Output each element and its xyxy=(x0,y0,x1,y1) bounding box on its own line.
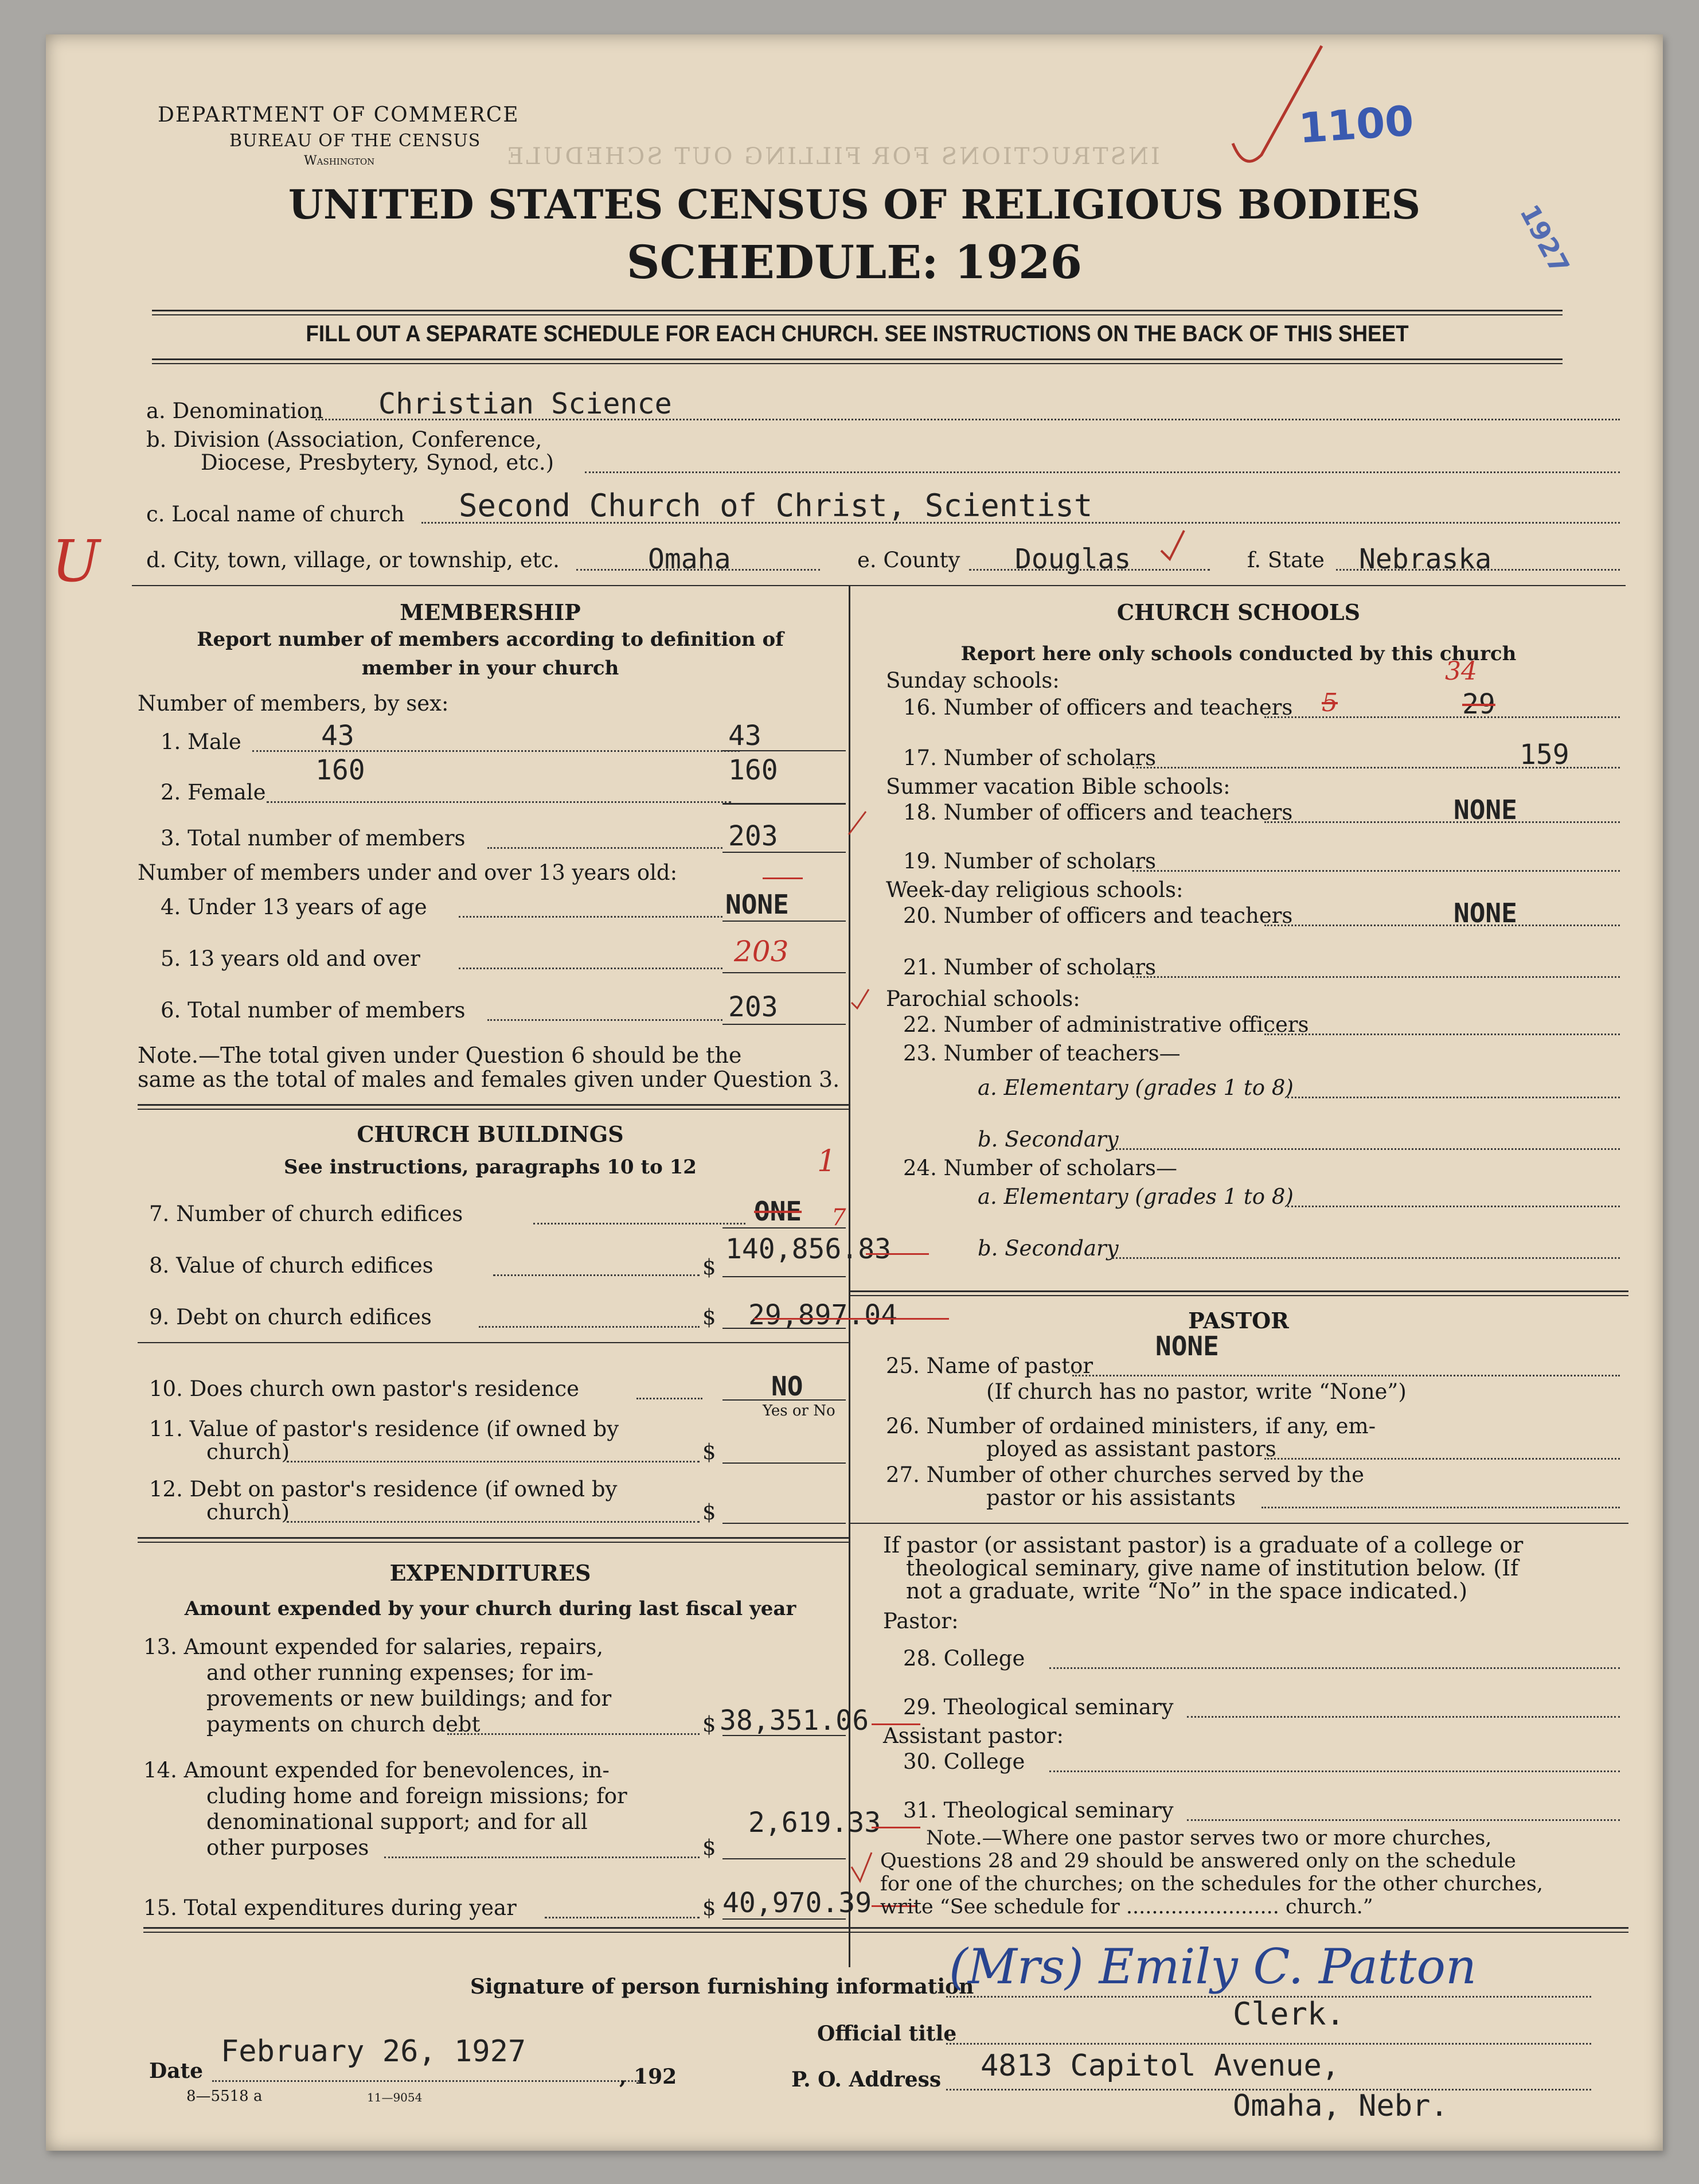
q14-label-line3: denominational support; and for all xyxy=(206,1809,588,1834)
q26-label-line2: ployed as assistant pastors xyxy=(986,1437,1276,1461)
receipt-stamp-year: 1927 xyxy=(1514,199,1576,279)
instructions-banner: FILL OUT A SEPARATE SCHEDULE FOR EACH CHURCH. SEE INSTRUCTIONS ON THE BACK OF THIS SHEET xyxy=(306,321,1409,346)
q14-label-line1: 14. Amount expended for benevolences, in- xyxy=(143,1758,610,1783)
q1-male-hand-entry: 43 xyxy=(321,720,354,752)
q13-field[interactable]: 38,351.06 xyxy=(720,1705,869,1737)
q19-label: 19. Number of scholars xyxy=(903,849,1157,873)
print-number: 11—9054 xyxy=(367,2091,423,2104)
date-label: Date xyxy=(149,2059,204,2083)
bleed-through-heading: INSTRUCTIONS FOR FILLING OUT SCHEDULE xyxy=(505,143,1160,170)
q10-field[interactable]: NO xyxy=(771,1371,803,1402)
q22-field[interactable] xyxy=(1267,1012,1617,1035)
graduate-note-2: theological seminary, give name of institution below. (If xyxy=(906,1555,1519,1581)
q24b-label: b. Secondary xyxy=(978,1236,1119,1261)
graduate-note-1: If pastor (or assistant pastor) is a graduate of a college or xyxy=(883,1532,1524,1558)
expenditures-heading: EXPENDITURES xyxy=(389,1560,591,1586)
q4-under13-label: 4. Under 13 years of age xyxy=(161,895,427,919)
q12-label-line2: church) xyxy=(206,1500,290,1524)
note-check-mark xyxy=(846,1847,874,1887)
pastor-note-2: Questions 28 and 29 should be answered only on the schedule xyxy=(880,1850,1516,1873)
q15-label: 15. Total expenditures during year xyxy=(143,1896,517,1920)
q13-label-line3: provements or new buildings; and for xyxy=(206,1686,612,1711)
pastor-note-1: Note.—Where one pastor serves two or more churches, xyxy=(926,1827,1492,1850)
official-title-label: Official title xyxy=(817,2022,957,2046)
q3-total-label: 3. Total number of members xyxy=(161,826,466,851)
q26-field[interactable] xyxy=(1267,1437,1617,1460)
department-name: DEPARTMENT OF COMMERCE xyxy=(158,103,520,127)
form-number: 8—5518 a xyxy=(186,2088,263,2105)
q12-label-line1: 12. Debt on pastor's residence (if owned by xyxy=(149,1477,618,1502)
graduate-note-3: not a graduate, write “No” in the space indicated.) xyxy=(906,1578,1468,1604)
q16-correction: 34 xyxy=(1445,657,1477,686)
state-label: f. State xyxy=(1247,548,1325,572)
state-field[interactable]: Nebraska xyxy=(1359,543,1492,575)
membership-intro-1: Report number of members according to definition of xyxy=(197,628,784,651)
q23a-label: a. Elementary (grades 1 to 8) xyxy=(978,1075,1294,1100)
division-field[interactable] xyxy=(585,453,1617,476)
q8-label: 8. Value of church edifices xyxy=(149,1253,433,1278)
city-field[interactable]: Omaha xyxy=(648,543,731,575)
q28-label: 28. College xyxy=(903,1646,1025,1671)
q3-check-mark xyxy=(846,809,869,840)
q18-label: 18. Number of officers and teachers xyxy=(903,800,1293,825)
q19-field[interactable] xyxy=(1135,849,1617,872)
sunday-schools-label: Sunday schools: xyxy=(886,668,1060,693)
q24b-field[interactable] xyxy=(1115,1236,1617,1259)
local-name-label: c. Local name of church xyxy=(146,502,405,526)
q25-hint: (If church has no pastor, write “None”) xyxy=(986,1379,1407,1404)
q1-male-label: 1. Male xyxy=(161,730,241,754)
q29-label: 29. Theological seminary xyxy=(903,1695,1174,1719)
q31-label: 31. Theological seminary xyxy=(903,1798,1174,1823)
q22-label: 22. Number of administrative officers xyxy=(903,1012,1309,1037)
q21-label: 21. Number of scholars xyxy=(903,955,1157,980)
local-name-field[interactable]: Second Church of Christ, Scientist xyxy=(459,487,1093,524)
q11-field[interactable] xyxy=(722,1440,846,1462)
schools-heading: CHURCH SCHOOLS xyxy=(1116,599,1361,625)
q16-field[interactable]: 29 xyxy=(1462,688,1495,720)
q21-field[interactable] xyxy=(1135,955,1617,978)
q14-field[interactable]: 2,619.33 xyxy=(748,1807,881,1839)
age-heading: Number of members under and over 13 years old: xyxy=(138,860,678,885)
q23b-field[interactable] xyxy=(1115,1127,1617,1150)
q1-male-field[interactable]: 43 xyxy=(728,720,761,752)
q7-correction: 1 xyxy=(817,1144,837,1179)
q31-field[interactable] xyxy=(1190,1798,1617,1821)
q24a-field[interactable] xyxy=(1290,1184,1617,1207)
expenditures-sub: Amount expended by your church during last fiscal year xyxy=(184,1597,796,1620)
q27-label-line2: pastor or his assistants xyxy=(986,1485,1236,1510)
q13-label-line4: payments on church debt xyxy=(206,1712,481,1737)
q7-label: 7. Number of church edifices xyxy=(149,1202,463,1226)
schedule-title: SCHEDULE: 1926 xyxy=(626,235,1083,289)
q30-label: 30. College xyxy=(903,1749,1025,1774)
q13-label-line1: 13. Amount expended for salaries, repairs, xyxy=(143,1635,604,1659)
q20-field[interactable]: NONE xyxy=(1454,898,1517,929)
pastor-note-3: for one of the churches; on the schedules for the other churches, xyxy=(880,1873,1543,1896)
q14-label-line2: cluding home and foreign missions; for xyxy=(206,1784,627,1808)
q18-field[interactable]: NONE xyxy=(1454,794,1517,825)
margin-mark: U xyxy=(52,528,100,595)
membership-heading: MEMBERSHIP xyxy=(400,599,581,625)
q29-field[interactable] xyxy=(1190,1695,1617,1718)
q15-dollar: $ xyxy=(702,1896,716,1920)
summer-schools-label: Summer vacation Bible schools: xyxy=(886,774,1231,799)
q25-label: 25. Name of pastor xyxy=(886,1354,1093,1378)
q12-dollar: $ xyxy=(702,1500,716,1524)
q5-over13-field[interactable]: 203 xyxy=(734,935,789,968)
q11-label-line1: 11. Value of pastor's residence (if owned by xyxy=(149,1417,619,1441)
form-title: UNITED STATES CENSUS OF RELIGIOUS BODIES xyxy=(288,181,1421,228)
q8-dollar: $ xyxy=(702,1255,716,1280)
buildings-sub: See instructions, paragraphs 10 to 12 xyxy=(284,1156,697,1179)
bureau-name: BUREAU OF THE CENSUS xyxy=(229,131,481,151)
po-address-label: P. O. Address xyxy=(791,2068,942,2092)
weekday-schools-label: Week-day religious schools: xyxy=(886,877,1184,902)
q2-female-label: 2. Female xyxy=(161,780,266,805)
city-label: d. City, town, village, or township, etc. xyxy=(146,548,560,572)
q11-dollar: $ xyxy=(702,1440,716,1464)
county-check-mark xyxy=(1158,528,1187,562)
q8-correction: 7 xyxy=(831,1204,846,1231)
pastor-note-4: write “See schedule for ........................ church.” xyxy=(880,1896,1373,1918)
q23-label: 23. Number of teachers— xyxy=(903,1041,1181,1066)
official-title-field[interactable]: Clerk. xyxy=(1233,1996,1345,2032)
county-field[interactable]: Douglas xyxy=(1015,543,1131,575)
q4-under13-field[interactable]: NONE xyxy=(725,889,789,920)
division-label-line1: b. Division (Association, Conference, xyxy=(146,427,542,452)
q6-check-mark xyxy=(849,986,872,1012)
membership-note-2: same as the total of males and females given under Question 3. xyxy=(138,1067,840,1092)
q23b-label: b. Secondary xyxy=(978,1127,1119,1152)
q26-label-line1: 26. Number of ordained ministers, if any, em- xyxy=(886,1414,1376,1438)
q17-field[interactable]: 159 xyxy=(1520,739,1569,771)
location-name: Washington xyxy=(304,154,375,168)
membership-intro-2: member in your church xyxy=(361,657,619,680)
pastor-sub-label: Pastor: xyxy=(883,1609,959,1633)
q9-label: 9. Debt on church edifices xyxy=(149,1305,432,1329)
q15-field[interactable]: 40,970.39 xyxy=(722,1887,872,1919)
q14-dollar: $ xyxy=(702,1835,716,1860)
census-schedule-sheet xyxy=(46,34,1663,2151)
q6-total-field[interactable]: 203 xyxy=(728,991,778,1023)
q13-label-line2: and other running expenses; for im- xyxy=(206,1660,594,1685)
denomination-field[interactable]: Christian Science xyxy=(378,387,672,420)
q2-female-hand-entry: 160 xyxy=(315,754,365,786)
q8-field[interactable]: 140,856.83 xyxy=(725,1233,891,1265)
q12-field[interactable] xyxy=(722,1500,846,1523)
division-label-line2: Diocese, Presbytery, Synod, etc.) xyxy=(201,450,554,475)
q16-hand-entry: 5 xyxy=(1322,688,1338,717)
check-mark-stroke xyxy=(1227,40,1330,178)
q11-label-line2: church) xyxy=(206,1440,290,1464)
q10-label: 10. Does church own pastor's residence xyxy=(149,1376,580,1401)
q3-total-field[interactable]: 203 xyxy=(728,820,778,852)
schools-sub: Report here only schools conducted by this church xyxy=(960,642,1517,665)
buildings-heading: CHURCH BUILDINGS xyxy=(357,1121,624,1147)
q30-field[interactable] xyxy=(1052,1749,1617,1772)
po-address-line2[interactable]: Omaha, Nebr. xyxy=(1233,2089,1448,2123)
q9-dollar: $ xyxy=(702,1305,716,1329)
q24-label: 24. Number of scholars— xyxy=(903,1156,1178,1180)
q16-label: 16. Number of officers and teachers xyxy=(903,695,1293,720)
q17-label: 17. Number of scholars xyxy=(903,746,1157,770)
assistant-pastor-label: Assistant pastor: xyxy=(883,1723,1064,1748)
membership-note-1: Note.—The total given under Question 6 should be the xyxy=(138,1043,742,1068)
q25-field[interactable]: NONE xyxy=(1155,1331,1219,1362)
q27-field[interactable] xyxy=(1264,1485,1617,1508)
date-year-suffix: , 192 xyxy=(619,2065,677,2089)
q20-label: 20. Number of officers and teachers xyxy=(903,903,1293,928)
parochial-schools-label: Parochial schools: xyxy=(886,986,1080,1011)
signature-label: Signature of person furnishing information xyxy=(470,1975,974,1999)
po-address-line1[interactable]: 4813 Capitol Avenue, xyxy=(981,2049,1340,2083)
q14-label-line4: other purposes xyxy=(206,1835,369,1860)
receipt-stamp-number: 1100 xyxy=(1297,96,1416,153)
q28-field[interactable] xyxy=(1052,1646,1617,1669)
county-label: e. County xyxy=(857,548,960,572)
q24a-label: a. Elementary (grades 1 to 8) xyxy=(978,1184,1294,1209)
q27-label-line1: 27. Number of other churches served by the xyxy=(886,1462,1364,1487)
q5-over13-label: 5. 13 years old and over xyxy=(161,946,420,971)
denomination-label: a. Denomination xyxy=(146,399,323,423)
signature-field[interactable]: (Mrs) Emily C. Patton xyxy=(949,1939,1477,1995)
q23a-field[interactable] xyxy=(1290,1075,1617,1098)
by-sex-label: Number of members, by sex: xyxy=(138,691,449,716)
q13-dollar: $ xyxy=(702,1712,716,1737)
q2-female-field[interactable]: 160 xyxy=(728,754,778,786)
q7-field[interactable]: ONE xyxy=(754,1196,802,1227)
q9-field[interactable]: 29,897.04 xyxy=(748,1299,898,1331)
date-field[interactable]: February 26, 1927 xyxy=(221,2034,526,2069)
q10-hint: Yes or No xyxy=(763,1402,835,1419)
q6-total-label: 6. Total number of members xyxy=(161,998,466,1023)
pastor-heading: PASTOR xyxy=(1188,1308,1289,1333)
